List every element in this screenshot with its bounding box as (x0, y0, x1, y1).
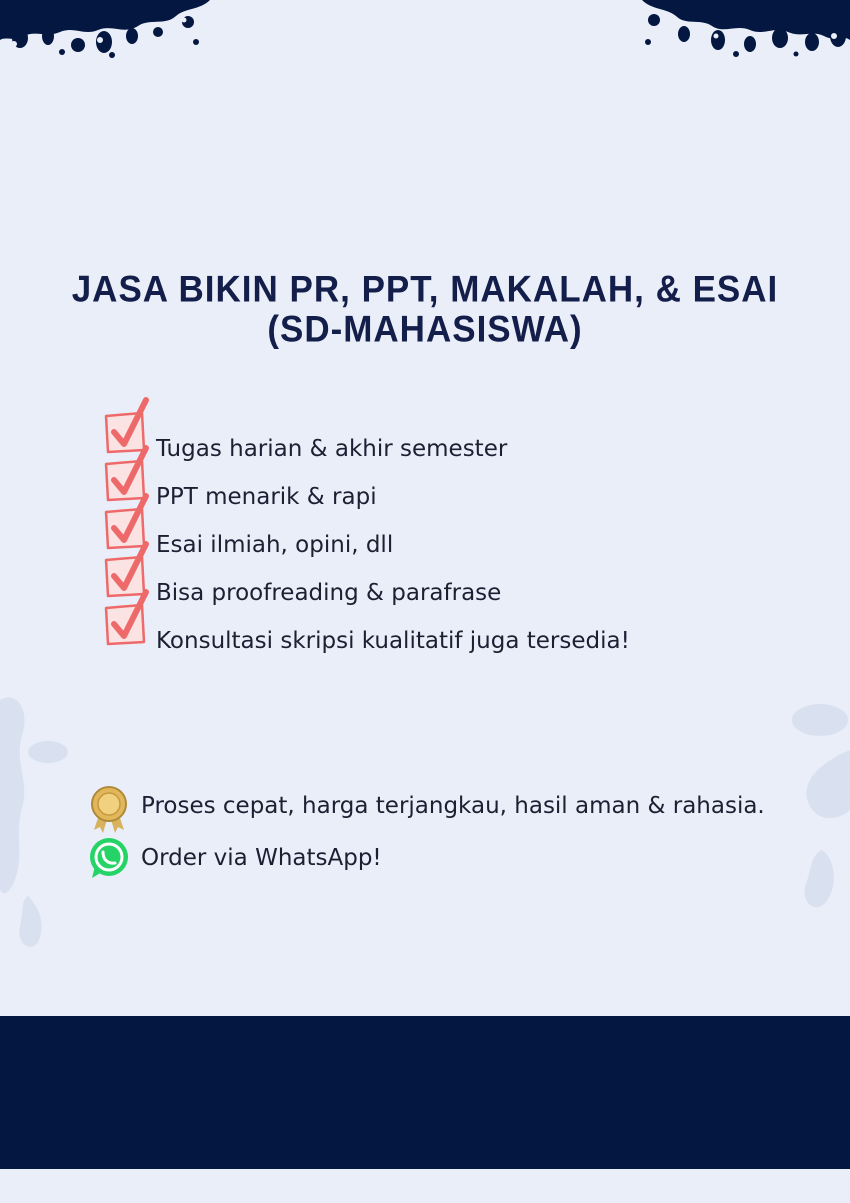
whatsapp-icon (86, 836, 132, 882)
title-line-2: (SD-MAHASISWA) (267, 308, 583, 350)
ink-splash-top-right (632, 0, 850, 62)
footer-band (0, 1016, 850, 1169)
checklist-item-text: Konsultasi skripsi kualitatif juga tersedia! (156, 628, 630, 654)
quality-text: Proses cepat, harga terjangkau, hasil aman & rahasia. (141, 793, 765, 819)
order-text: Order via WhatsApp! (141, 845, 382, 871)
checkbox-check-icon (102, 588, 154, 650)
checklist-item-text: Esai ilmiah, opini, dll (156, 532, 394, 558)
checklist-item-text: Bisa proofreading & parafrase (156, 580, 502, 606)
page-title (0, 270, 850, 350)
faint-splash-right (770, 690, 850, 930)
checklist-item-text: PPT menarik & rapi (156, 484, 377, 510)
ink-splash-top-left (0, 0, 215, 62)
award-medal-icon (86, 784, 132, 834)
faint-splash-left (0, 690, 90, 960)
title-line-1: JASA BIKIN PR, PPT, MAKALAH, & ESAI (71, 269, 779, 310)
checklist-item-text: Tugas harian & akhir semester (156, 436, 508, 462)
